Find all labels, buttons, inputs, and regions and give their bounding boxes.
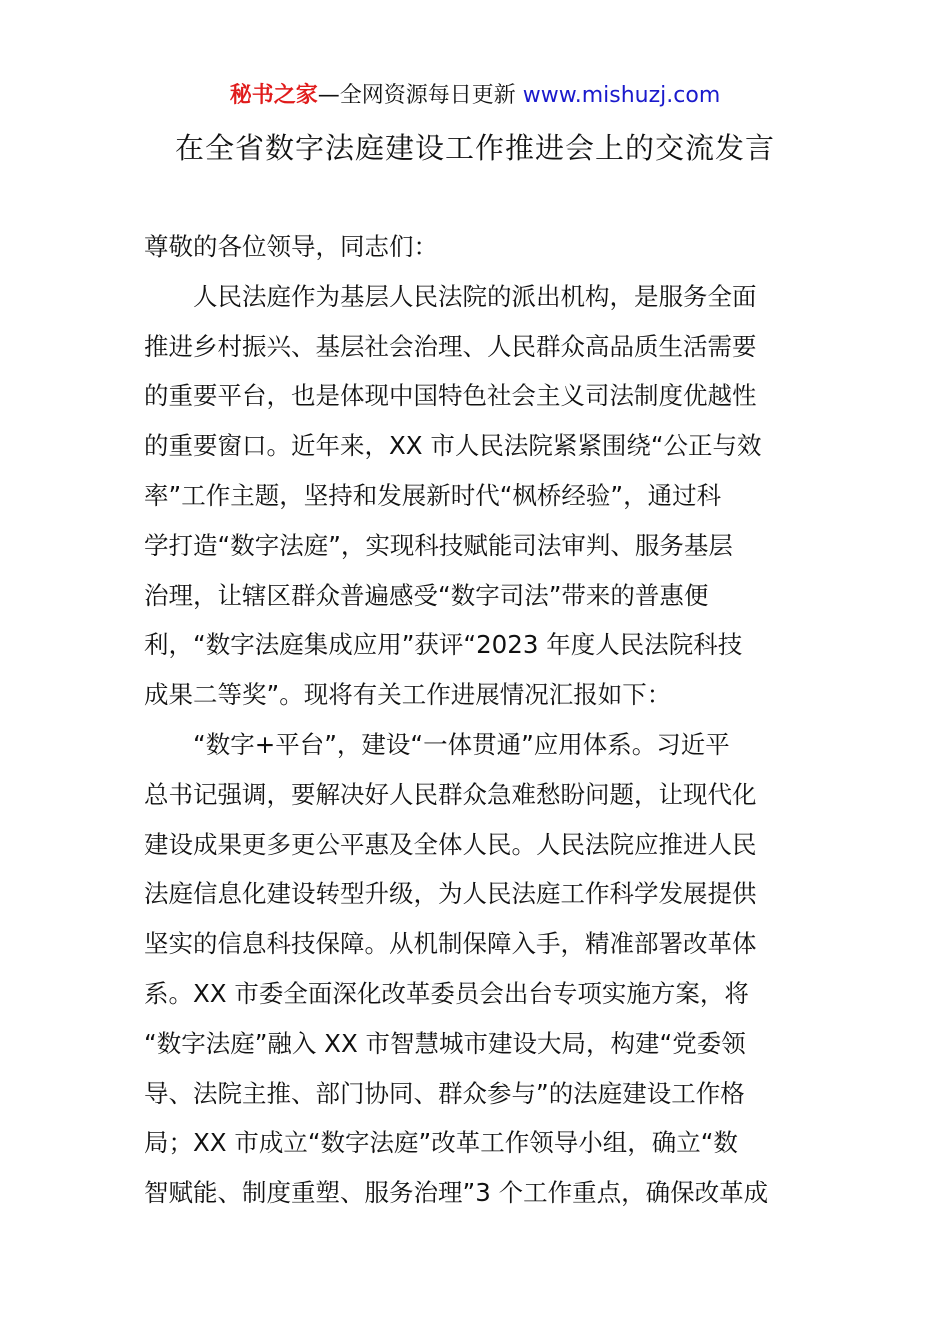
paragraph-line: 率”工作主题，坚持和发展新时代“枫桥经验”，通过科: [144, 480, 722, 510]
paragraph-line: 法庭信息化建设转型升级，为人民法庭工作科学发展提供: [144, 879, 757, 909]
site-url-link[interactable]: www.mishuzj.com: [522, 83, 721, 108]
paragraph-line: 推进乡村振兴、基层社会治理、人民群众高品质生活需要: [144, 331, 757, 361]
site-header: [0, 80, 950, 112]
paragraph-line: 人民法庭作为基层人民法院的派出机构，是服务全面: [193, 281, 757, 311]
document-body: [144, 222, 812, 1218]
salutation: 尊敬的各位领导，同志们：: [144, 232, 438, 261]
paragraph-line: 的重要平台，也是体现中国特色社会主义司法制度优越性: [144, 381, 757, 411]
document-title: 在全省数字法庭建设工作推进会上的交流发言: [174, 131, 775, 165]
paragraph-line: 局；XX 市成立“数字法庭”改革工作领导小组，确立“数: [144, 1128, 738, 1158]
site-tagline: —全网资源每日更新: [317, 83, 523, 108]
paragraph-line: 建设成果更多更公平惠及全体人民。人民法院应推进人民: [144, 829, 757, 859]
paragraph-line: “数字+平台”，建设“一体贯通”应用体系。习近平: [193, 729, 730, 759]
paragraph-line: 学打造“数字法庭”，实现科技赋能司法审判、服务基层: [144, 530, 733, 560]
paragraph-line: 成果二等奖”。现将有关工作进展情况汇报如下：: [144, 680, 672, 710]
paragraph-line: 利，“数字法庭集成应用”获评“2023 年度人民法院科技: [144, 630, 743, 660]
paragraph-line: 的重要窗口。近年来，XX 市人民法院紧紧围绕“公正与效: [144, 431, 762, 461]
paragraph-line: 总书记强调，要解决好人民群众急难愁盼问题，让现代化: [144, 779, 757, 809]
paragraph-line: 智赋能、制度重塑、服务治理”3 个工作重点，确保改革成: [144, 1178, 769, 1208]
site-name: 秘书之家: [229, 83, 318, 108]
paragraph-line: 系。XX 市委全面深化改革委员会出台专项实施方案，将: [144, 978, 749, 1008]
paragraph-line: 导、法院主推、部门协同、群众参与”的法庭建设工作格: [144, 1078, 745, 1108]
paragraph-line: 坚实的信息科技保障。从机制保障入手，精准部署改革体: [144, 929, 757, 959]
paragraph-line: “数字法庭”融入 XX 市智慧城市建设大局，构建“党委领: [144, 1028, 746, 1058]
paragraph-line: 治理，让辖区群众普遍感受“数字司法”带来的普惠便: [144, 580, 709, 610]
